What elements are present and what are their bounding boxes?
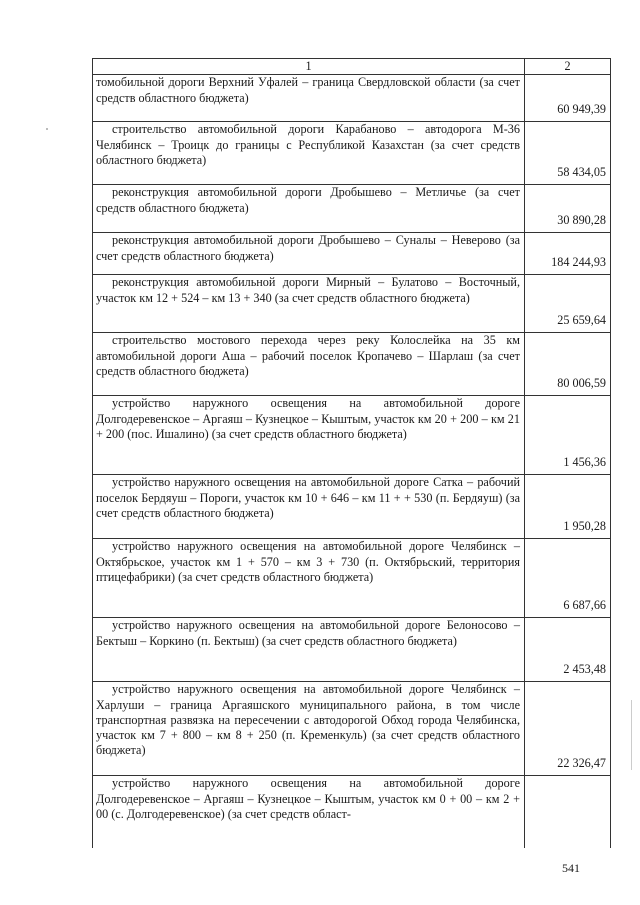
amount-cell [525,396,611,475]
description-cell [93,185,525,233]
amount-cell [525,776,611,848]
table-row [93,333,611,396]
description-cell [93,618,525,682]
amount-value: 58 434,05 [557,165,606,179]
amount-cell [525,233,611,275]
description-cell [93,396,525,475]
amount-value: 1 456,36 [563,455,606,469]
description-text: томобильной дороги Верхний Уфалей – граница Свердловской области (за счет средств областного бюджета) [96,75,520,105]
amount-value: 1 950,28 [563,519,606,533]
table-row [93,618,611,682]
amount-value: 184 244,93 [551,255,606,269]
amount-cell [525,185,611,233]
amount-cell [525,475,611,539]
table-row [93,539,611,618]
amount-value: 6 687,66 [563,598,606,612]
amount-value: 22 326,47 [557,756,606,770]
description-cell [93,776,525,848]
description-text: устройство наружного освещения на автомобильной дороге Челябинск – Октябрьское, участок км 1 + 570 – км 3 + 730 (п. Октябрьский, территория птицефабрики) (за счет средств областного бюджета) [96,539,520,584]
amount-cell [525,539,611,618]
table-row [93,396,611,475]
table-row [93,122,611,185]
description-cell [93,233,525,275]
table-row [93,275,611,333]
amount-cell [525,333,611,396]
table-row [93,682,611,776]
description-text: реконструкция автомобильной дороги Дробышево – Метличье (за счет средств областного бюджета) [96,185,520,215]
description-text: реконструкция автомобильной дороги Мирный – Булатово – Восточный, участок км 12 + 524 – км 13 + 340 (за счет средств областного бюджета) [96,275,520,305]
page-number: 541 [562,861,580,875]
table-row [93,75,611,122]
description-text: устройство наружного освещения на автомобильной дороге Сатка – рабочий поселок Бердяуш – Пороги, участок км 10 + 646 – км 11 + + 530 (п. Бердяуш) (за счет средств областного бюджета) [96,475,520,520]
scan-mark [631,700,632,770]
table-row [93,776,611,848]
description-cell [93,475,525,539]
description-cell [93,122,525,185]
column-header-2: 2 [525,59,611,75]
scan-mark [46,128,48,130]
amount-cell [525,682,611,776]
description-cell [93,275,525,333]
amount-cell [525,75,611,122]
description-text: устройство наружного освещения на автомобильной дороге Белоносово – Бектыш – Коркино (п. Бектыш) (за счет средств областного бюджета) [96,618,520,648]
budget-table [92,58,611,848]
column-header-1: 1 [93,59,525,75]
amount-value: 60 949,39 [557,102,606,116]
amount-cell [525,618,611,682]
description-cell [93,682,525,776]
amount-value: 2 453,48 [563,662,606,676]
table-row [93,475,611,539]
description-text: строительство мостового перехода через реку Колослейка на 35 км автомобильной дороги Аша – рабочий поселок Кропачево – Шарлаш (за счет средств областного бюджета) [96,333,520,378]
amount-cell [525,122,611,185]
description-cell [93,539,525,618]
table-row [93,233,611,275]
description-cell [93,75,525,122]
description-cell [93,333,525,396]
description-text: реконструкция автомобильной дороги Дробышево – Суналы – Неверово (за счет средств областного бюджета) [96,233,520,263]
table-row [93,185,611,233]
description-text: строительство автомобильной дороги Карабаново – автодорога М-36 Челябинск – Троицк до границы с Республикой Казахстан (за счет средств областного бюджета) [96,122,520,167]
description-text: устройство наружного освещения на автомобильной дороге Долгодеревенское – Аргаяш – Кузнецкое – Кыштым, участок км 20 + 200 – км 21 + 200 (пос. Ишалино) (за счет средств областного бюджета) [96,396,520,441]
amount-cell [525,275,611,333]
amount-value: 30 890,28 [557,213,606,227]
description-text: устройство наружного освещения на автомобильной дороге Челябинск – Харлуши – граница Аргаяшского муниципального района, в том числе транспортная развязка на пересечении с автодорогой Обход города Челябинска, участок км 7 + 800 – км 8 + 250 (п. Кременкуль) (за счет средств областного бюджета) [96,682,520,758]
amount-value: 25 659,64 [557,313,606,327]
amount-value: 80 006,59 [557,376,606,390]
description-text: устройство наружного освещения на автомобильной дороге Долгодеревенское – Аргаяш – Кузнецкое – Кыштым, участок км 0 + 00 – км 2 + 00 (с. Долгодеревенское) (за счет средств област- [96,776,520,821]
table-header-row [93,59,611,75]
